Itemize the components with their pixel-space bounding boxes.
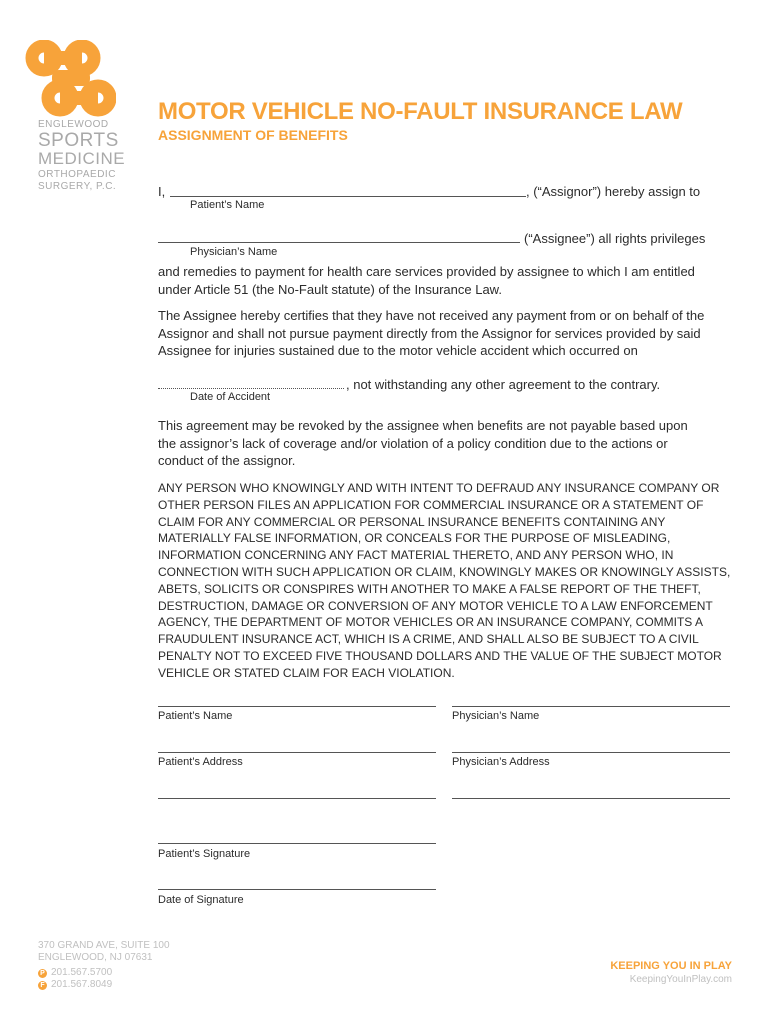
logo-wordmark <box>38 120 148 192</box>
logo-line-surgery: SURGERY, P.C. <box>38 181 117 192</box>
date-of-accident-field[interactable] <box>158 388 344 389</box>
page-title: MOTOR VEHICLE NO-FAULT INSURANCE LAW <box>158 98 683 125</box>
page-subtitle: ASSIGNMENT OF BENEFITS <box>158 127 348 143</box>
patient-address-field[interactable] <box>158 752 436 753</box>
footer-address <box>38 940 170 991</box>
sig-physician-address-label: Physician’s Address <box>452 756 550 768</box>
patient-name-field[interactable] <box>170 196 526 197</box>
physician-name-label: Physician’s Name <box>190 246 278 258</box>
logo-line-medicine: MEDICINE <box>38 149 126 168</box>
logo-line-englewood: ENGLEWOOD <box>38 119 109 130</box>
date-of-accident-label: Date of Accident <box>190 391 271 403</box>
website-link[interactable]: KeepingYouInPlay.com <box>629 974 732 985</box>
fax-number: 201.567.8049 <box>51 979 113 990</box>
patient-name-label: Patient’s Name <box>190 199 265 211</box>
physician-name-field[interactable] <box>158 242 520 243</box>
accident-text: , not withstanding any other agreement to the contrary. <box>346 377 661 392</box>
i-prefix: I, <box>158 184 166 199</box>
patient-name-signature-field[interactable] <box>158 706 436 707</box>
tagline: KEEPING YOU IN PLAY <box>610 960 732 972</box>
assignee-text: (“Assignee”) all rights privileges <box>524 231 706 246</box>
assignor-text: , (“Assignor”) hereby assign to <box>526 184 701 199</box>
sig-patient-name-label: Patient’s Name <box>158 710 233 722</box>
fraud-warning: ANY PERSON WHO KNOWINGLY AND WITH INTENT TO DEFRAUD ANY INSURANCE COMPANY OR OTHER PERSON FILES AN APPLICATION FOR COMMERCIAL INSURANCE OR A STATEMENT OF CLAIM FOR ANY COMMERCIAL OR PERSONAL INSURANCE BENEFITS CONTAINING ANY MATERIALLY FALSE INFORMATION, OR CONCEALS FOR THE PURPOSE OF MISLEADING, INFORMATION CONCERNING ANY FACT MATERIAL THERETO, AND ANY PERSON WHO, IN CONNECTION WITH SUCH APPLICATION OR CLAIM, KNOWINGLY MAKES OR KNOWINGLY ASSISTS, ABETS, SOLICITS OR CONSPIRES WITH ANOTHER TO MAKE A FALSE REPORT OF THE THEFT, DESTRUCTION, DAMAGE OR CONVERSION OF ANY MOTOR VEHICLE TO A LAW ENFORCEMENT AGENCY, THE DEPARTMENT OF MOTOR VEHICLES OR AN INSURANCE COMPANY, COMMITS A FRAUDULENT INSURANCE ACT, WHICH IS A CRIME, AND SHALL ALSO BE SUBJECT TO A CIVIL PENALTY NOT TO EXCEED FIVE THOUSAND DOLLARS AND THE VALUE OF THE SUBJECT MOTOR VEHICLE OR STATED CLAIM FOR EACH VIOLATION. <box>158 481 731 680</box>
phone-icon: P <box>38 969 47 978</box>
logo-line-sports: SPORTS <box>38 130 119 151</box>
patient-signature-field[interactable] <box>158 843 436 844</box>
patient-address-line2-field[interactable] <box>158 798 436 799</box>
address-line-2: ENGLEWOOD, NJ 07631 <box>38 952 153 963</box>
sig-patient-address-label: Patient’s Address <box>158 756 243 768</box>
paragraph-rights: and remedies to payment for health care services provided by assignee to which I am entitled under Article 51 (the No-Fault statute) of the Insurance Law. <box>158 264 695 297</box>
paragraph-certification: The Assignee hereby certifies that they have not received any payment from or on behalf of the Assignor and shall not pursue payment directly from the Assignor for services provided by said Assignee for injuries sustained due to the motor vehicle accident which occurred on <box>158 308 705 358</box>
physician-address-line2-field[interactable] <box>452 798 730 799</box>
sig-date-label: Date of Signature <box>158 894 244 906</box>
date-of-signature-field[interactable] <box>158 889 436 890</box>
sig-physician-name-label: Physician’s Name <box>452 710 540 722</box>
paragraph-revocation: This agreement may be revoked by the assignee when benefits are not payable based upon the assignor’s lack of coverage and/or violation of a policy condition due to the actions or conduct of the assignor. <box>158 418 688 468</box>
address-line-1: 370 GRAND AVE, SUITE 100 <box>38 940 170 951</box>
sig-patient-signature-label: Patient’s Signature <box>158 848 251 860</box>
physician-name-signature-field[interactable] <box>452 706 730 707</box>
phone-number: 201.567.5700 <box>51 967 113 978</box>
logo-icon <box>24 40 116 120</box>
logo-line-orthopaedic: ORTHOPAEDIC <box>38 169 116 180</box>
physician-address-field[interactable] <box>452 752 730 753</box>
footer-branding <box>610 960 732 985</box>
fax-icon: F <box>38 981 47 990</box>
